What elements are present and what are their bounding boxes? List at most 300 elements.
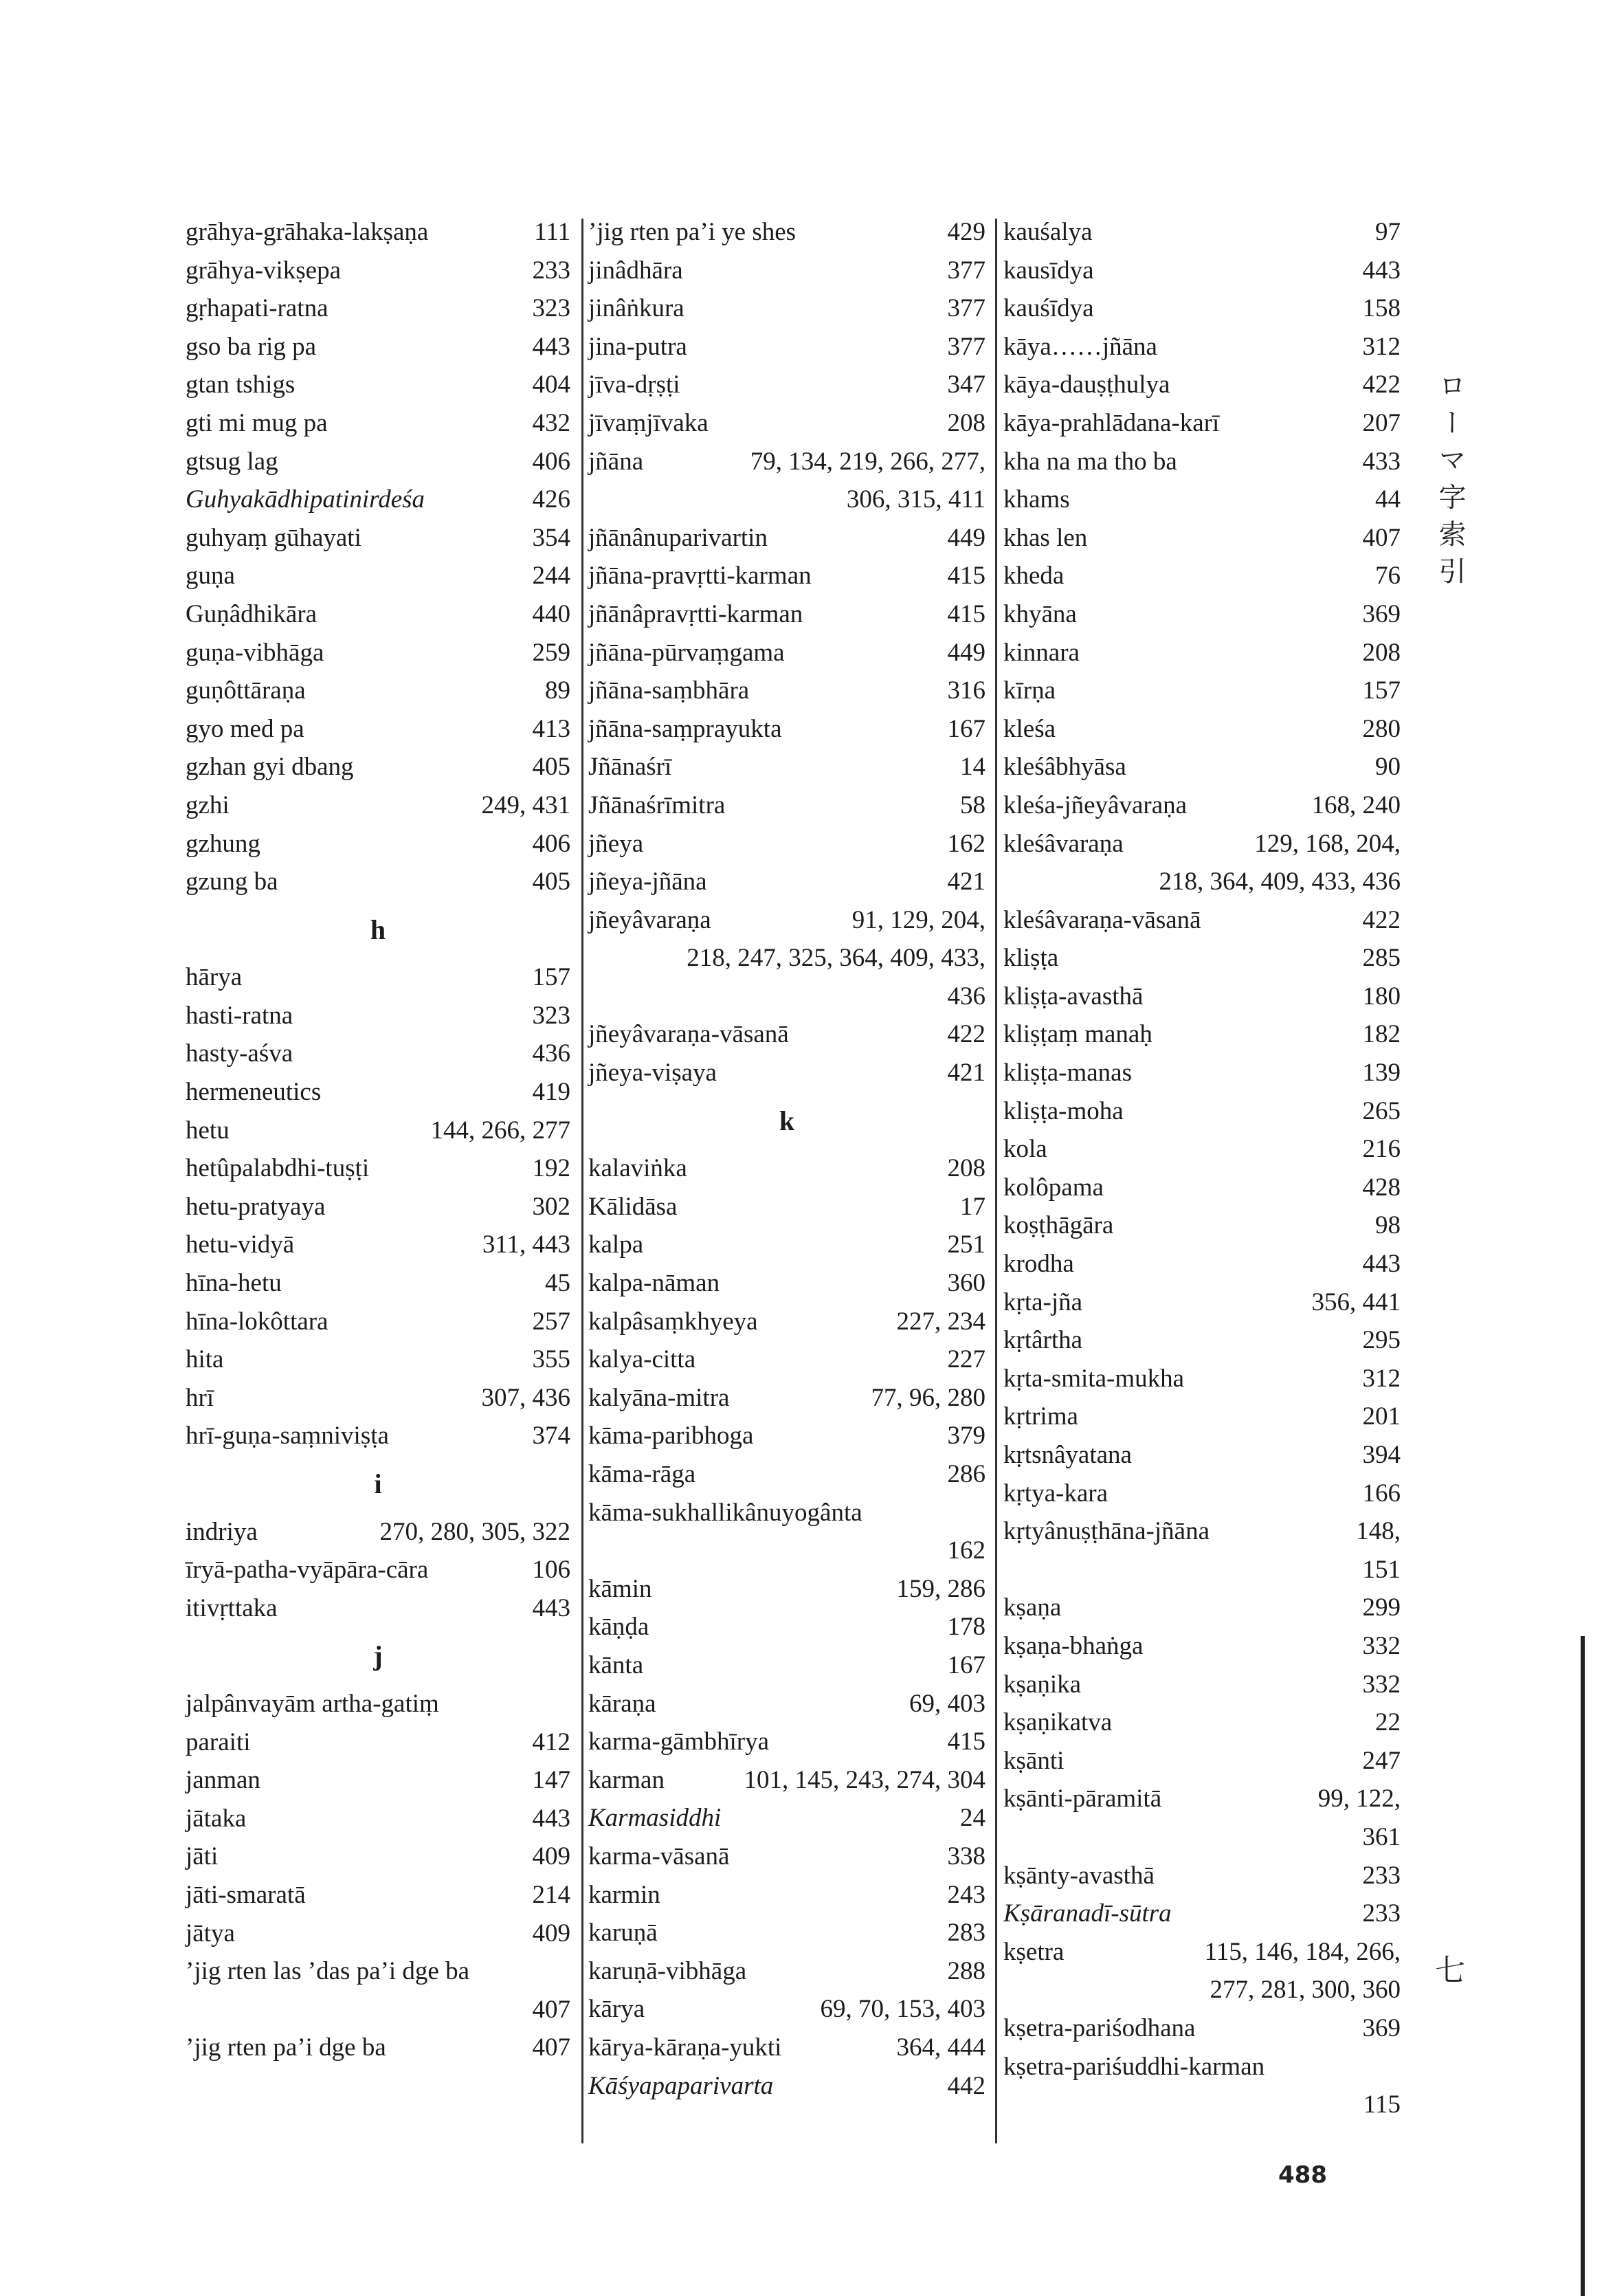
index-term: hasty-aśva (186, 1039, 293, 1068)
index-term: kṣetra (1003, 1937, 1065, 1966)
index-entry (186, 2029, 570, 2067)
index-entry (186, 595, 570, 634)
index-entry (588, 1340, 985, 1379)
index-term: gso ba rig pa (186, 332, 317, 361)
index-entry (588, 786, 985, 825)
index-entry (1003, 1283, 1401, 1322)
index-entry (1003, 825, 1401, 863)
index-term: hetûpalabdhi-tuṣṭi (186, 1154, 370, 1183)
index-entry (1003, 939, 1401, 978)
page-refs: 180 (1362, 982, 1401, 1011)
page-refs: 323 (532, 294, 570, 323)
index-term: kauśīdya (1003, 294, 1094, 323)
page-refs: 69, 403 (909, 1689, 985, 1718)
page-refs: 167 (947, 714, 985, 743)
page-refs: 265 (1362, 1096, 1401, 1125)
index-column-2 (588, 213, 985, 2105)
page-refs: 449 (947, 638, 985, 667)
page-refs: 167 (947, 1651, 985, 1679)
index-entry (186, 672, 570, 710)
page-refs: 442 (947, 2071, 985, 2100)
column-divider (581, 219, 583, 2143)
index-entry (588, 1914, 985, 1952)
index-term: jñeya-viṣaya (588, 1059, 717, 1088)
index-term: grāhya-grāhaka-lakṣaṇa (186, 218, 429, 246)
index-term: kṛtsnâyatana (1003, 1441, 1132, 1469)
page-refs: 115, 146, 184, 266, (1204, 1937, 1401, 1966)
index-entry (186, 1837, 570, 1876)
page-refs: 168, 240 (1311, 791, 1401, 819)
index-term: jinâdhāra (588, 256, 683, 285)
index-entry (1003, 1475, 1401, 1513)
page-refs: 166 (1362, 1479, 1401, 1508)
index-term: gti mi mug pa (186, 408, 328, 437)
index-column-3 (1003, 213, 1401, 2124)
index-entry (1003, 557, 1401, 595)
page-refs: 233 (1362, 1899, 1401, 1928)
page-refs: 283 (947, 1919, 985, 1947)
index-entry (1003, 1245, 1401, 1283)
index-term: karuṇā-vibhāga (588, 1956, 747, 1985)
page-refs: 436 (532, 1039, 570, 1068)
index-entry (588, 1054, 985, 1092)
index-term: jātya (186, 1919, 235, 1947)
index-entry (186, 786, 570, 825)
page-refs: 98 (1375, 1211, 1401, 1240)
index-entry (186, 213, 570, 252)
index-entry (588, 825, 985, 863)
index-entry (588, 710, 985, 749)
index-entry-continuation (1003, 1971, 1401, 2009)
index-term: jinâṅkura (588, 294, 684, 323)
index-term: jñānâpravṛtti-karman (588, 599, 803, 628)
index-entry (186, 404, 570, 443)
index-term: gzhi (186, 791, 230, 819)
page-refs: 377 (947, 294, 985, 323)
index-entry (186, 1417, 570, 1455)
page-refs: 361 (1362, 1822, 1401, 1851)
page-refs: 115 (1363, 2090, 1401, 2119)
index-entry (588, 404, 985, 443)
index-term: kāma-sukhallikânuyogânta (588, 1498, 862, 1527)
index-entry (588, 1646, 985, 1685)
index-entry (588, 252, 985, 290)
index-entry (588, 328, 985, 366)
index-term: kalya-citta (588, 1345, 696, 1374)
index-term: khyāna (1003, 599, 1077, 628)
index-entry (186, 366, 570, 404)
page-refs: 443 (532, 1804, 570, 1833)
page-refs: 214 (532, 1880, 570, 1909)
page-refs: 22 (1375, 1708, 1401, 1737)
index-term: hārya (186, 963, 243, 992)
index-entry (1003, 1703, 1401, 1742)
section-letter: j (373, 1640, 383, 1672)
index-entry (1003, 481, 1401, 519)
index-entry (186, 1035, 570, 1073)
index-term: kleśa-jñeyâvaraṇa (1003, 791, 1188, 819)
index-term: kṛta-jña (1003, 1288, 1083, 1316)
page-refs: 69, 70, 153, 403 (820, 1995, 985, 2024)
page-refs: 407 (1362, 523, 1401, 552)
page-refs: 91, 129, 204, (851, 905, 985, 934)
index-term: kārya-kāraṇa-yukti (588, 2033, 782, 2062)
index-entry (1003, 1666, 1401, 1704)
page-refs: 249, 431 (481, 791, 570, 819)
index-term: janman (186, 1766, 260, 1795)
index-entry (588, 1149, 985, 1188)
index-entry (588, 2029, 985, 2067)
page-refs: 443 (532, 332, 570, 361)
index-entry (1003, 1092, 1401, 1131)
index-entry (1003, 366, 1401, 404)
index-term: kolôpama (1003, 1173, 1104, 1202)
index-entry (1003, 595, 1401, 634)
page-refs: 285 (1362, 944, 1401, 973)
index-term: kleśâvaraṇa-vāsanā (1003, 905, 1201, 934)
index-term: khas len (1003, 523, 1088, 552)
index-term: kṛtârtha (1003, 1326, 1083, 1355)
index-term: kliṣṭa-moha (1003, 1096, 1124, 1125)
page-refs: 58 (960, 791, 985, 819)
page-refs: 306, 315, 411 (846, 485, 985, 514)
index-entry (588, 366, 985, 404)
index-term: kāṇḍa (588, 1613, 649, 1642)
index-term: jñeya (588, 829, 644, 858)
index-entry (588, 1952, 985, 1991)
page-refs: 436 (947, 982, 985, 1011)
index-entry (588, 1570, 985, 1609)
page-refs: 216 (1362, 1135, 1401, 1164)
index-term: ’jig rten pa’i ye shes (588, 218, 797, 246)
index-entry (186, 1340, 570, 1379)
index-term: jñeyâvaraṇa-vāsanā (588, 1020, 789, 1049)
page-refs: 299 (1362, 1593, 1401, 1622)
index-term: jina-putra (588, 332, 687, 361)
index-term: karmin (588, 1880, 660, 1909)
index-term: kīrṇa (1003, 676, 1056, 705)
index-term: kalpa-nāman (588, 1269, 720, 1298)
index-term: jñeyâvaraṇa (588, 905, 711, 934)
index-entry (1003, 1398, 1401, 1436)
index-term: Jñānaśrī (588, 753, 672, 782)
index-entry (1003, 634, 1401, 672)
index-entry (1003, 786, 1401, 825)
page-refs: 208 (947, 408, 985, 437)
index-term: kāmin (588, 1574, 652, 1603)
index-term: gṛhapati-ratna (186, 294, 328, 323)
index-column-1 (186, 213, 570, 2067)
page-refs: 208 (1362, 638, 1401, 667)
index-entry (588, 1264, 985, 1303)
index-entry (1003, 2009, 1401, 2048)
page-refs: 89 (545, 676, 570, 705)
index-term: jalpânvayām artha-gatiṃ (186, 1689, 439, 1718)
index-term: Jñānaśrīmitra (588, 791, 726, 819)
index-term: kleśa (1003, 714, 1056, 743)
page-refs: 422 (1362, 905, 1401, 934)
page-refs: 147 (532, 1766, 570, 1795)
index-term: kheda (1003, 562, 1065, 590)
index-entry (588, 519, 985, 558)
page-refs: 106 (532, 1556, 570, 1585)
page-refs: 162 (947, 1536, 985, 1565)
index-term: jñāna-saṃprayukta (588, 714, 782, 743)
index-entry (1003, 748, 1401, 786)
page-refs: 422 (947, 1020, 985, 1049)
index-entry (186, 748, 570, 786)
index-term: kṛtrima (1003, 1402, 1078, 1431)
page-refs: 162 (947, 829, 985, 858)
index-entry (186, 1379, 570, 1417)
index-term: krodha (1003, 1250, 1074, 1279)
page-refs: 312 (1362, 332, 1401, 361)
page-refs: 24 (960, 1804, 985, 1833)
page-refs: 379 (947, 1422, 985, 1450)
page-refs: 443 (1362, 256, 1401, 285)
index-entry-continuation (1003, 1818, 1401, 1857)
index-entry (588, 863, 985, 901)
index-term: guṇa-vibhāga (186, 638, 324, 667)
page-refs: 45 (545, 1269, 570, 1298)
index-term: kānta (588, 1651, 644, 1679)
index-term: kleśâbhyāsa (1003, 753, 1126, 782)
index-entry (1003, 1895, 1401, 1933)
index-term: hermeneutics (186, 1078, 322, 1107)
page-refs: 157 (1362, 676, 1401, 705)
page-refs: 443 (532, 1593, 570, 1622)
index-term: jñeya-jñāna (588, 868, 707, 896)
page-refs: 111 (534, 218, 570, 246)
index-term: gzhung (186, 829, 260, 858)
page-refs: 208 (947, 1154, 985, 1183)
index-term: hīna-lokôttara (186, 1307, 328, 1336)
index-term: kāraṇa (588, 1689, 656, 1718)
index-term: kṣaṇika (1003, 1670, 1082, 1699)
index-term: kalpa (588, 1230, 644, 1259)
index-term: kliṣṭa-avasthā (1003, 982, 1144, 1011)
index-entry (186, 1188, 570, 1226)
index-term: jñāna-saṃbhāra (588, 676, 750, 705)
page-refs: 227 (947, 1345, 985, 1374)
page-refs: 440 (532, 599, 570, 628)
index-term: kalaviṅka (588, 1154, 687, 1183)
page-refs: 218, 247, 325, 364, 409, 433, (687, 944, 985, 973)
index-term: kṣānti-pāramitā (1003, 1785, 1162, 1813)
index-term: gyo med pa (186, 714, 304, 743)
index-entry (186, 1952, 570, 2029)
index-entry (1003, 519, 1401, 558)
index-entry (588, 1188, 985, 1226)
page-refs: 286 (947, 1460, 985, 1488)
index-term: Karmasiddhi (588, 1804, 722, 1833)
column-divider (995, 219, 997, 2143)
page-refs: 288 (947, 1956, 985, 1985)
index-entry-continuation (588, 481, 985, 519)
index-entry (1003, 1933, 1401, 1972)
index-term: kṣetra-pariśodhana (1003, 2013, 1196, 2042)
index-term: hetu-vidyā (186, 1230, 295, 1259)
index-entry (1003, 1130, 1401, 1169)
page-refs: 406 (532, 447, 570, 476)
page-refs: 360 (947, 1269, 985, 1298)
index-term: hetu (186, 1116, 230, 1145)
page-refs: 99, 122, (1317, 1785, 1401, 1813)
index-term: kṛtya-kara (1003, 1479, 1109, 1508)
section-letter: k (779, 1105, 795, 1136)
index-entry (1003, 1436, 1401, 1475)
index-term: gtsug lag (186, 447, 278, 476)
page-refs: 405 (532, 753, 570, 782)
index-entry (186, 863, 570, 901)
index-entry (1003, 1857, 1401, 1895)
index-term: kāya……jñāna (1003, 332, 1157, 361)
index-term: jāti (186, 1842, 219, 1871)
page-refs: 243 (947, 1880, 985, 1909)
index-term: hasti-ratna (186, 1001, 293, 1030)
index-entry (1003, 289, 1401, 328)
index-term: itivṛttaka (186, 1593, 278, 1622)
page-refs: 14 (960, 753, 985, 782)
index-entry (186, 1685, 570, 1723)
page-refs: 323 (532, 1001, 570, 1030)
page-refs: 280 (1362, 714, 1401, 743)
index-term: Kāśyapaparivarta (588, 2071, 774, 2100)
page-refs: 419 (532, 1078, 570, 1107)
index-entry (588, 1226, 985, 1264)
index-entry (186, 1589, 570, 1628)
index-term: hrī-guṇa-saṃniviṣṭa (186, 1422, 389, 1450)
index-term: Guhyakādhipatinirdeśa (186, 485, 425, 514)
index-term: hetu-pratyaya (186, 1192, 326, 1221)
index-term: guṇa (186, 562, 235, 590)
index-term: koṣṭhāgāra (1003, 1211, 1114, 1240)
index-entry (1003, 1742, 1401, 1780)
page-refs: 407 (532, 2033, 570, 2062)
index-term: jñānânuparivartin (588, 523, 768, 552)
index-entry (1003, 672, 1401, 710)
index-entry (1003, 1321, 1401, 1360)
index-entry (1003, 328, 1401, 366)
index-term: jāti-smaratā (186, 1880, 306, 1909)
index-term: kṛta-smita-mukha (1003, 1364, 1185, 1393)
page-refs: 44 (1375, 485, 1401, 514)
index-entry (186, 252, 570, 290)
index-entry (186, 328, 570, 366)
index-term: karma-vāsanā (588, 1842, 730, 1870)
index-term: jñāna (588, 447, 644, 476)
index-entry (588, 289, 985, 328)
index-entry (186, 1303, 570, 1341)
page-refs: 129, 168, 204, (1254, 829, 1401, 858)
page-refs: 409 (532, 1842, 570, 1871)
index-entry (186, 557, 570, 595)
page-refs: 244 (532, 562, 570, 590)
index-entry-continuation (588, 939, 985, 978)
index-term: jīva-dṛṣṭi (588, 371, 680, 399)
index-entry (1003, 901, 1401, 940)
index-entry (1003, 404, 1401, 443)
index-entry (1003, 1015, 1401, 1054)
page-refs: 79, 134, 219, 266, 277, (750, 447, 985, 476)
page-refs: 404 (532, 371, 570, 399)
index-entry-continuation (588, 978, 985, 1016)
section-title-vertical (1429, 371, 1471, 594)
page-refs: 426 (532, 485, 570, 514)
page-refs: 332 (1362, 1631, 1401, 1660)
page-refs: 405 (532, 868, 570, 896)
index-term: gzhan gyi dbang (186, 753, 354, 782)
index-term: kāya-prahlādana-karī (1003, 408, 1220, 437)
index-entry (186, 1800, 570, 1838)
page-refs: 277, 281, 300, 360 (1210, 1976, 1401, 2005)
index-term: kṣetra-pariśuddhi-karman (1003, 2052, 1265, 2081)
index-term: jñāna-pūrvaṃgama (588, 638, 785, 667)
section-letter: i (374, 1468, 382, 1499)
index-term: kausīdya (1003, 256, 1094, 285)
page-refs: 338 (947, 1842, 985, 1870)
index-entry (588, 672, 985, 710)
index-term: kleśâvaraṇa (1003, 829, 1124, 858)
index-entry (588, 1837, 985, 1876)
page-refs: 159, 286 (896, 1574, 985, 1603)
page-refs: 433 (1362, 447, 1401, 476)
index-entry (186, 1513, 570, 1552)
index-term: paraiti (186, 1727, 251, 1756)
index-term: kṣānty-avasthā (1003, 1861, 1155, 1890)
index-term: kauśalya (1003, 218, 1093, 246)
index-entry (588, 1761, 985, 1800)
index-entry (1003, 1169, 1401, 1207)
index-entry (186, 634, 570, 672)
index-entry (1003, 1589, 1401, 1627)
page-number: 488 (1278, 2161, 1327, 2189)
page-refs: 97 (1375, 218, 1401, 246)
index-term: ’jig rten las ’das pa’i dge ba (186, 1957, 470, 1986)
index-entry (186, 1914, 570, 1953)
page-refs: 355 (532, 1345, 570, 1374)
index-entry (186, 710, 570, 749)
index-term: gtan tshigs (186, 371, 296, 399)
page-refs: 144, 266, 277 (430, 1116, 570, 1145)
index-entry (588, 634, 985, 672)
index-entry (588, 557, 985, 595)
index-entry (186, 1149, 570, 1188)
index-entry (588, 1417, 985, 1455)
index-term: gzung ba (186, 868, 278, 896)
index-term: karman (588, 1765, 665, 1794)
index-entry (588, 748, 985, 786)
page-refs: 432 (532, 408, 570, 437)
index-entry (186, 443, 570, 481)
page-refs: 449 (947, 523, 985, 552)
index-term: hrī (186, 1383, 214, 1412)
index-entry (588, 2067, 985, 2106)
index-entry (1003, 978, 1401, 1016)
index-entry (588, 1379, 985, 1417)
page-refs: 233 (532, 256, 570, 285)
index-entry (186, 1112, 570, 1150)
index-entry (186, 481, 570, 519)
page-refs: 151 (1362, 1555, 1401, 1584)
index-term: khams (1003, 485, 1070, 514)
page-refs: 415 (947, 562, 985, 590)
index-term: kliṣṭaṃ manaḥ (1003, 1020, 1152, 1049)
page-refs: 139 (1362, 1059, 1401, 1088)
index-term: kalpâsaṃkhyeya (588, 1307, 758, 1336)
index-term: īryā-patha-vyāpāra-cāra (186, 1556, 429, 1585)
page-refs: 443 (1362, 1250, 1401, 1279)
